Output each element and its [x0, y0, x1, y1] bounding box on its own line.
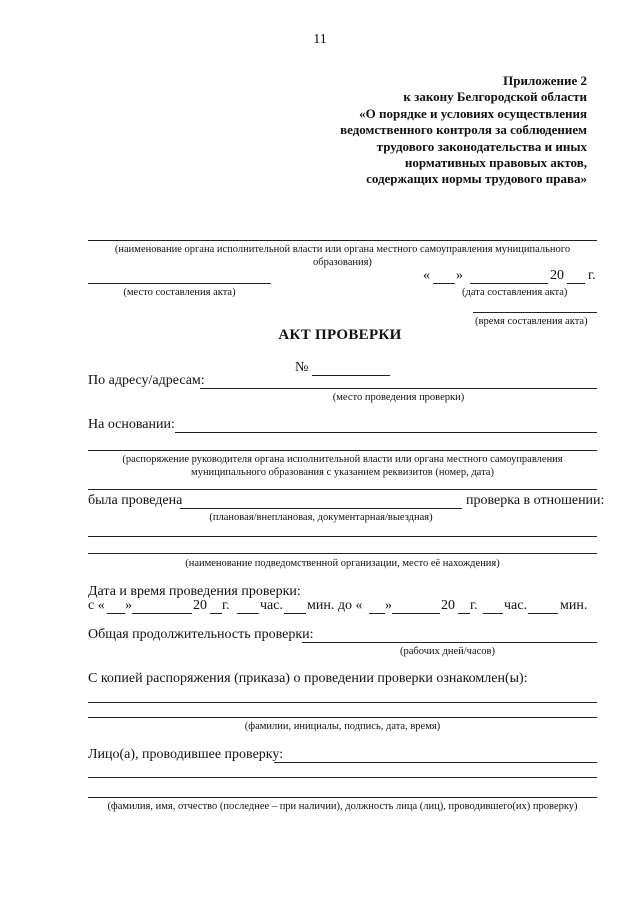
time-line[interactable] [473, 312, 597, 313]
datetime-label: Дата и время проведения проверки: [88, 584, 301, 599]
inspector-line-1[interactable] [274, 762, 597, 763]
type-caption: (плановая/внеплановая, документарная/выездная) [209, 512, 433, 523]
minutes-to-label: мин. до « [307, 598, 363, 613]
inspector-caption: (фамилия, имя, отчество (последнее – при наличии), должность лица (лиц), проводившего(их) проверку) [107, 801, 578, 812]
place-line[interactable] [88, 283, 271, 284]
from-close-quote: » [125, 598, 132, 613]
duration-label: Общая продолжительность проверки: [88, 627, 314, 642]
org-line-1[interactable] [88, 536, 597, 537]
from-hour-line[interactable] [237, 613, 259, 614]
to-year-line[interactable] [458, 613, 470, 614]
to-close-quote: » [385, 598, 392, 613]
from-month-line[interactable] [132, 613, 192, 614]
duration-line[interactable] [302, 642, 597, 643]
org-name-caption: (наименование органа исполнительной власти или органа местного самоуправления муниципального образования) [114, 244, 571, 268]
appendix-line: «О порядке и условиях осуществления [359, 105, 587, 121]
basis-line[interactable] [175, 432, 597, 433]
inspector-label: Лицо(а), проводившее проверку: [88, 747, 284, 762]
appendix-line: содержащих нормы трудового права» [366, 171, 587, 187]
date-year-prefix: 20 [550, 268, 564, 283]
conducted-label: была проведена [88, 493, 183, 508]
from-day-line[interactable] [107, 613, 125, 614]
date-day-line[interactable] [433, 283, 455, 284]
basis-label: На основании: [88, 417, 175, 432]
to-year-prefix: 20 [441, 598, 455, 613]
duration-caption: (рабочих дней/часов) [400, 646, 495, 657]
appendix-line: трудового законодательства и иных [376, 138, 587, 154]
copy-label: С копией распоряжения (приказа) о проведении проверки ознакомлен(ы): [88, 671, 528, 686]
appendix-header [257, 73, 587, 188]
to-hour-label: час. [504, 598, 527, 613]
place-caption: (место составления акта) [123, 287, 236, 298]
from-year-prefix: 20 [193, 598, 207, 613]
from-minute-line[interactable] [284, 613, 306, 614]
appendix-line: к закону Белгородской области [403, 89, 587, 105]
appendix-line: ведомственного контроля за соблюдением [340, 122, 587, 138]
address-caption: (место проведения проверки) [332, 392, 465, 403]
inspector-line-2[interactable] [88, 777, 597, 778]
from-year-line[interactable] [210, 613, 222, 614]
to-minute-line[interactable] [528, 613, 558, 614]
inspector-line-3[interactable] [88, 797, 597, 798]
org-line-2[interactable] [88, 553, 597, 554]
date-open-quote: « [423, 268, 430, 283]
date-year-line[interactable] [567, 283, 585, 284]
to-hour-line[interactable] [483, 613, 503, 614]
basis-caption: (распоряжение руководителя органа исполнительной власти или органа местного самоуправления муниципального образования с указанием реквизитов (номер, дата) [122, 454, 563, 478]
to-minute-label: мин. [560, 598, 588, 613]
time-caption: (время составления акта) [475, 316, 588, 327]
copy-caption: (фамилии, инициалы, подпись, дата, время) [244, 721, 441, 732]
address-line[interactable] [200, 388, 597, 389]
date-caption: (дата составления акта) [462, 287, 568, 298]
copy-line-2[interactable] [88, 717, 597, 718]
org-caption: (наименование подведомственной организации, место её нахождения) [185, 558, 500, 569]
date-close-quote: » [456, 268, 463, 283]
from-label: с « [88, 598, 105, 613]
appendix-line: Приложение 2 [503, 73, 587, 88]
copy-line-1[interactable] [88, 702, 597, 703]
number-label: № [295, 360, 309, 375]
number-line[interactable] [312, 375, 390, 376]
act-title: АКТ ПРОВЕРКИ [278, 327, 402, 343]
from-year-suffix: г. [222, 598, 230, 613]
date-month-line[interactable] [470, 283, 548, 284]
to-month-line[interactable] [392, 613, 440, 614]
regarding-label: проверка в отношении: [466, 493, 605, 508]
basis-line-2[interactable] [88, 450, 597, 451]
conducted-line[interactable] [180, 508, 462, 509]
date-year-suffix: г. [588, 268, 596, 283]
org-name-line[interactable] [88, 240, 597, 241]
page-number: 11 [313, 32, 327, 47]
address-label: По адресу/адресам: [88, 373, 205, 388]
conducted-top-line[interactable] [88, 489, 597, 490]
appendix-line: нормативных правовых актов, [404, 155, 587, 171]
to-day-line[interactable] [369, 613, 385, 614]
to-year-suffix: г. [470, 598, 478, 613]
from-hour-label: час. [260, 598, 283, 613]
